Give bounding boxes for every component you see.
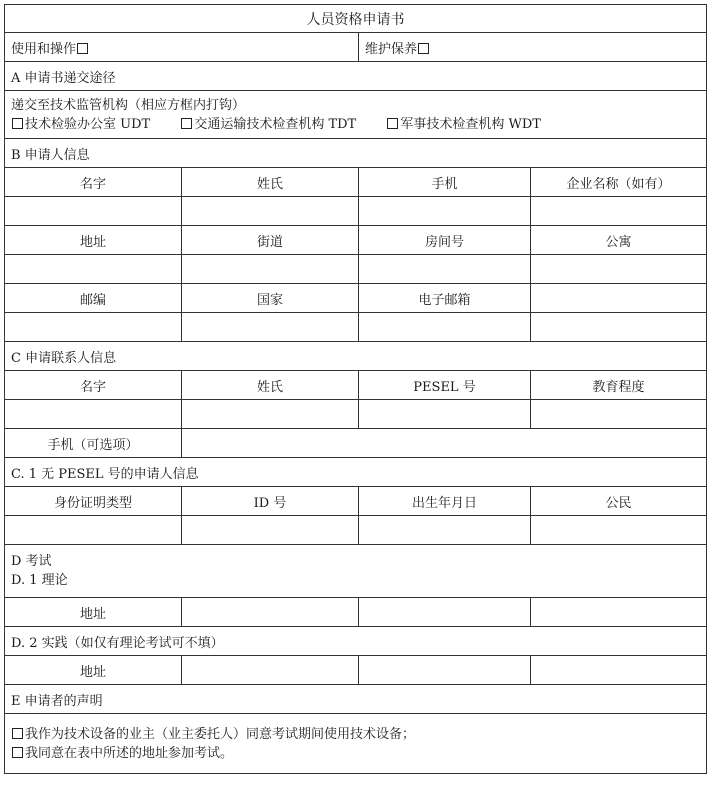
label-first-name: 名字 <box>5 168 182 197</box>
option-udt-checkbox[interactable] <box>12 118 23 129</box>
section-d-heading: D 考试 <box>11 554 52 569</box>
statement-equipment-checkbox[interactable] <box>12 728 23 739</box>
label-email: 电子邮箱 <box>359 284 531 313</box>
section-d1-heading: D. 1 理论 <box>11 573 68 588</box>
label-street: 街道 <box>182 226 359 255</box>
contact-first-name-field[interactable] <box>5 400 182 429</box>
form-title: 人员资格申请书 <box>5 5 707 33</box>
purpose-maintain-cell <box>359 33 707 62</box>
street-field[interactable] <box>182 255 359 284</box>
id-type-field[interactable] <box>5 516 182 545</box>
education-field[interactable] <box>531 400 707 429</box>
citizenship-field[interactable] <box>531 516 707 545</box>
purpose-maintain-checkbox[interactable] <box>418 43 429 54</box>
label-id-number: ID 号 <box>182 487 359 516</box>
country-field[interactable] <box>182 313 359 342</box>
extra-field[interactable] <box>531 313 707 342</box>
label-birth-date: 出生年月日 <box>359 487 531 516</box>
section-a-instruction: 递交至技术监管机构（相应方框内打钩） <box>11 97 246 113</box>
label-contact-phone: 手机（可选项） <box>5 429 182 458</box>
contact-phone-field[interactable] <box>182 429 707 458</box>
option-wdt-label: 军事技术检查机构 WDT <box>400 116 541 132</box>
option-wdt-checkbox[interactable] <box>387 118 398 129</box>
option-tdt-checkbox[interactable] <box>181 118 192 129</box>
section-c1-heading: C. 1 无 PESEL 号的申请人信息 <box>5 458 707 487</box>
label-theory-address: 地址 <box>5 598 182 627</box>
label-contact-last-name: 姓氏 <box>182 371 359 400</box>
option-tdt[interactable] <box>180 117 356 132</box>
label-apartment: 公寓 <box>531 226 707 255</box>
room-number-field[interactable] <box>359 255 531 284</box>
practice-address-field-3[interactable] <box>531 656 707 685</box>
label-education: 教育程度 <box>531 371 707 400</box>
section-a-heading: A 申请书递交途径 <box>5 62 707 91</box>
label-room-number: 房间号 <box>359 226 531 255</box>
label-company-name: 企业名称（如有） <box>531 168 707 197</box>
label-id-type: 身份证明类型 <box>5 487 182 516</box>
label-last-name: 姓氏 <box>182 168 359 197</box>
company-name-field[interactable] <box>531 197 707 226</box>
label-mobile: 手机 <box>359 168 531 197</box>
section-e-body <box>5 714 707 774</box>
purpose-use-label: 使用和操作 <box>11 41 77 57</box>
section-d-header <box>5 545 707 598</box>
purpose-use-checkbox[interactable] <box>77 43 88 54</box>
practice-address-field-1[interactable] <box>182 656 359 685</box>
label-empty <box>531 284 707 313</box>
section-e-heading: E 申请者的声明 <box>5 685 707 714</box>
section-b-heading: B 申请人信息 <box>5 139 707 168</box>
option-udt-label: 技术检验办公室 UDT <box>25 116 151 132</box>
label-pesel: PESEL 号 <box>359 371 531 400</box>
section-d2-heading: D. 2 实践（如仅有理论考试可不填） <box>5 627 707 656</box>
label-contact-first-name: 名字 <box>5 371 182 400</box>
first-name-field[interactable] <box>5 197 182 226</box>
option-udt[interactable] <box>11 117 150 132</box>
statement-address-checkbox[interactable] <box>12 747 23 758</box>
label-postcode: 邮编 <box>5 284 182 313</box>
label-address: 地址 <box>5 226 182 255</box>
birth-date-field[interactable] <box>359 516 531 545</box>
statement-address[interactable] <box>11 744 700 763</box>
form-table <box>4 4 707 774</box>
contact-last-name-field[interactable] <box>182 400 359 429</box>
section-a-body <box>5 91 707 139</box>
practice-address-field-2[interactable] <box>359 656 531 685</box>
section-c-heading: C 申请联系人信息 <box>5 342 707 371</box>
theory-address-field-2[interactable] <box>359 598 531 627</box>
theory-address-field-1[interactable] <box>182 598 359 627</box>
postcode-field[interactable] <box>5 313 182 342</box>
label-citizenship: 公民 <box>531 487 707 516</box>
statement-equipment[interactable] <box>11 725 700 744</box>
purpose-maintain-label: 维护保养 <box>365 41 418 57</box>
qualification-application-form <box>4 4 706 774</box>
last-name-field[interactable] <box>182 197 359 226</box>
statement-address-text: 我同意在表中所述的地址参加考试。 <box>25 745 234 761</box>
label-practice-address: 地址 <box>5 656 182 685</box>
option-wdt[interactable] <box>386 117 541 132</box>
theory-address-field-3[interactable] <box>531 598 707 627</box>
authority-options <box>11 115 700 134</box>
email-field[interactable] <box>359 313 531 342</box>
apartment-field[interactable] <box>531 255 707 284</box>
pesel-field[interactable] <box>359 400 531 429</box>
id-number-field[interactable] <box>182 516 359 545</box>
purpose-use-cell <box>5 33 359 62</box>
statement-equipment-text: 我作为技术设备的业主（业主委托人）同意考试期间使用技术设备； <box>25 726 416 742</box>
address-field[interactable] <box>5 255 182 284</box>
label-country: 国家 <box>182 284 359 313</box>
option-tdt-label: 交通运输技术检查机构 TDT <box>194 116 357 132</box>
mobile-field[interactable] <box>359 197 531 226</box>
